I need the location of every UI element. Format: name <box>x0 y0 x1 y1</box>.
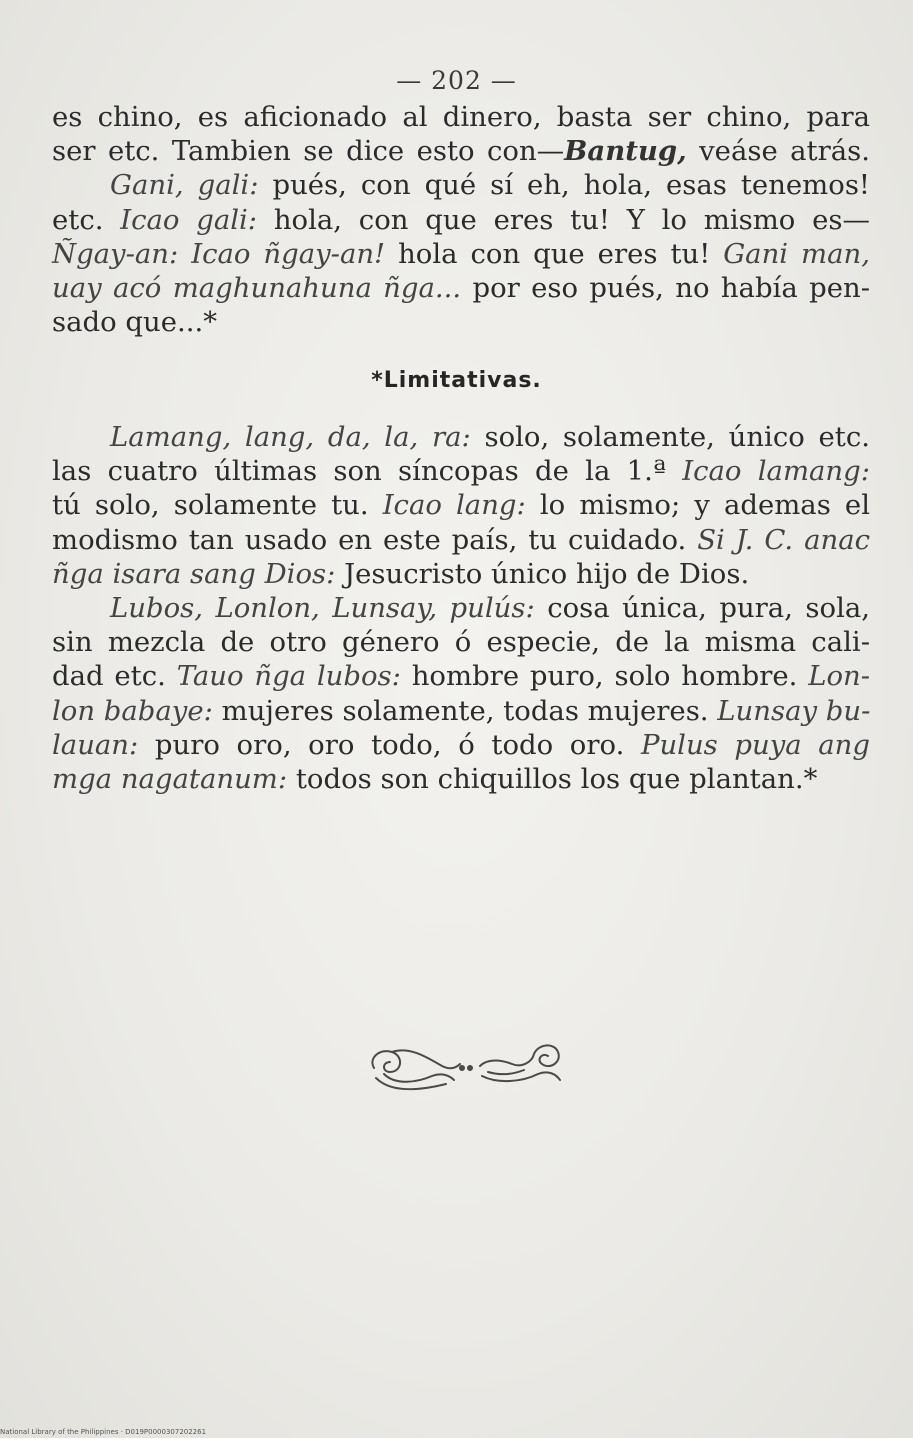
italic-term: ñga isara sang Dios: <box>52 557 336 590</box>
paragraph-limitativas <box>52 420 870 796</box>
text-line <box>52 625 870 659</box>
italic-term: Lunsay bu- <box>717 694 871 727</box>
italic-term: uay acó maghunahuna ñga... <box>52 272 462 305</box>
text-segment: Jesucristo único hijo de Dios. <box>335 557 750 590</box>
text-segment: hola con que eres tu! <box>385 237 724 270</box>
flourish-ornament-icon <box>362 1032 572 1102</box>
text-segment: tú solo, solamente tu. <box>52 489 383 522</box>
italic-term: Icao gali: <box>120 203 258 236</box>
text-line <box>52 762 870 796</box>
italic-term: Gani man, <box>723 237 870 270</box>
text-line <box>52 694 870 728</box>
text-line <box>52 488 870 522</box>
text-segment: es chino, es aficionado al dinero, basta ser chino, para <box>52 101 870 133</box>
text-segment: pués, con qué sí eh, hola, esas tenemos! <box>258 169 870 202</box>
text-line <box>52 557 870 591</box>
italic-term: Bantug, <box>564 135 687 168</box>
text-segment: cosa única, pura, sola, <box>534 592 871 625</box>
text-line <box>52 728 870 762</box>
text-segment <box>178 238 191 270</box>
section-heading: *Limitativas. <box>371 368 542 393</box>
italic-term: Lon- <box>808 660 871 693</box>
text-segment: dad etc. <box>52 660 177 693</box>
italic-term: Pulus puya ang <box>640 728 871 761</box>
italic-term: Icao lamang: <box>682 455 870 488</box>
italic-term: lauan: <box>52 728 139 761</box>
text-segment: solo, solamente, único etc. <box>470 421 870 453</box>
italic-term: Lamang, lang, da, la, ra: <box>110 421 471 453</box>
text-line <box>52 203 870 237</box>
italic-term: Lubos, Lonlon, Lunsay, pulús: <box>110 592 535 625</box>
italic-term: lon babaye: <box>52 694 213 727</box>
text-line <box>52 523 870 557</box>
text-segment: las cuatro últimas son síncopas de la 1.ª <box>52 455 683 488</box>
text-segment: puro oro, oro todo, ó todo oro. <box>138 728 641 761</box>
text-line <box>52 591 870 625</box>
archive-footer-note: National Library of the Philippines · D019P0000307202261 <box>0 1428 207 1436</box>
text-segment: ser etc. Tambien se dice esto con— <box>52 135 565 168</box>
italic-term: Icao lang: <box>382 489 526 522</box>
text-line <box>52 271 870 305</box>
italic-term: Ñgay-an: <box>52 237 179 270</box>
italic-term: Icao ñgay-an! <box>191 237 386 270</box>
italic-term: Gani, gali: <box>110 169 259 202</box>
text-line <box>52 237 870 271</box>
text-segment: hombre puro, solo hombre. <box>400 660 809 693</box>
text-segment: por eso pués, no había pen- <box>461 272 870 305</box>
text-line <box>52 168 870 202</box>
text-line <box>52 454 870 488</box>
text-segment: veáse atrás. <box>686 135 870 168</box>
page-number: — 202 — <box>396 66 517 95</box>
text-segment: sin mezcla de otro género ó especie, de la misma cali- <box>52 626 870 659</box>
text-segment: hola, con que eres tu! Y lo mismo es— <box>257 203 871 236</box>
italic-term: mga nagatanum: <box>52 763 288 796</box>
text-segment: mujeres solamente, todas mujeres. <box>212 694 718 727</box>
text-line <box>52 659 870 693</box>
italic-term: Si J. C. anac <box>697 523 870 556</box>
text-line <box>52 305 870 339</box>
text-segment: sado que...* <box>52 306 217 339</box>
text-segment: modismo tan usado en este país, tu cuidado. <box>52 523 698 556</box>
text-segment: lo mismo; y ademas el <box>525 489 870 522</box>
paragraph-dinero-gani <box>52 100 870 339</box>
text-segment: etc. <box>52 203 121 236</box>
text-line <box>52 100 870 134</box>
text-segment: todos son chiquillos los que plantan.* <box>287 763 818 796</box>
text-line <box>52 134 870 168</box>
text-line <box>52 420 870 454</box>
italic-term: Tauo ñga lubos: <box>176 660 401 693</box>
